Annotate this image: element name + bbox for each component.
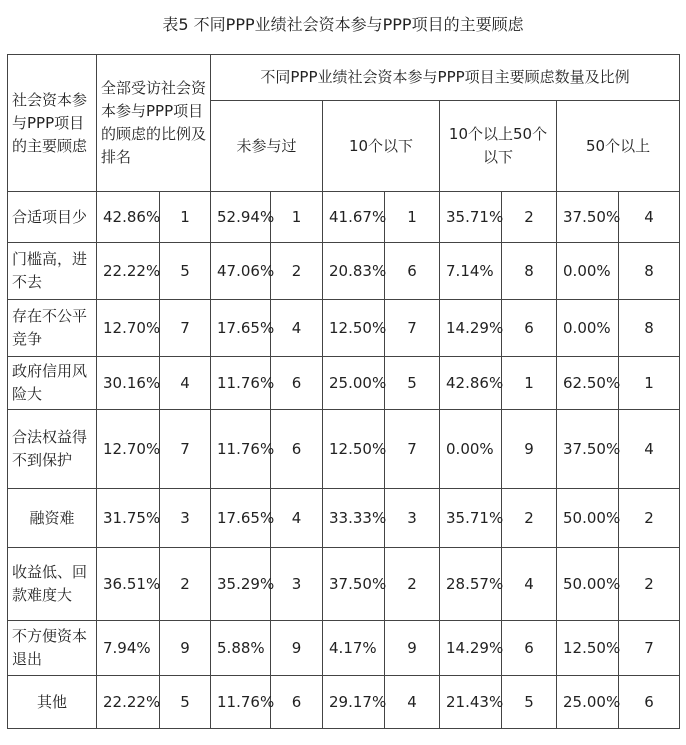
table-row: [8, 489, 680, 548]
percent-cell: 20.83%: [323, 243, 385, 300]
header-sub-none: 未参与过: [211, 101, 323, 192]
table-row: [8, 676, 680, 729]
rank-cell: 6: [385, 243, 440, 300]
percent-cell: 11.76%: [211, 676, 271, 729]
percent-cell: 0.00%: [440, 410, 502, 489]
header-sub-10to50: 10个以上50个以下: [440, 101, 557, 192]
rank-cell: 9: [385, 621, 440, 676]
rank-cell: 4: [619, 192, 680, 243]
rank-cell: 6: [271, 357, 323, 410]
rank-cell: 4: [385, 676, 440, 729]
percent-cell: 25.00%: [323, 357, 385, 410]
percent-cell: 62.50%: [557, 357, 619, 410]
percent-cell: 12.50%: [323, 410, 385, 489]
percent-cell: 31.75%: [97, 489, 160, 548]
percent-cell: 12.70%: [97, 300, 160, 357]
rank-cell: 4: [271, 489, 323, 548]
percent-cell: 5.88%: [211, 621, 271, 676]
header-sub-under10: 10个以下: [323, 101, 440, 192]
percent-cell: 7.14%: [440, 243, 502, 300]
rank-cell: 4: [160, 357, 211, 410]
rank-cell: 7: [619, 621, 680, 676]
percent-cell: 12.70%: [97, 410, 160, 489]
rank-cell: 2: [619, 548, 680, 621]
percent-cell: 11.76%: [211, 410, 271, 489]
rank-cell: 6: [502, 300, 557, 357]
row-label: 合适项目少: [8, 192, 97, 243]
rank-cell: 1: [160, 192, 211, 243]
rank-cell: 1: [271, 192, 323, 243]
rank-cell: 4: [271, 300, 323, 357]
header-concern: 社会资本参与PPP项目的主要顾虑: [8, 55, 97, 192]
rank-cell: 7: [385, 410, 440, 489]
rank-cell: 6: [619, 676, 680, 729]
percent-cell: 12.50%: [323, 300, 385, 357]
percent-cell: 11.76%: [211, 357, 271, 410]
percent-cell: 35.71%: [440, 489, 502, 548]
rank-cell: 1: [502, 357, 557, 410]
header-group: 不同PPP业绩社会资本参与PPP项目主要顾虑数量及比例: [211, 55, 680, 101]
row-label: 合法权益得不到保护: [8, 410, 97, 489]
rank-cell: 4: [619, 410, 680, 489]
percent-cell: 37.50%: [557, 410, 619, 489]
percent-cell: 50.00%: [557, 548, 619, 621]
rank-cell: 2: [502, 489, 557, 548]
rank-cell: 5: [385, 357, 440, 410]
percent-cell: 28.57%: [440, 548, 502, 621]
rank-cell: 7: [385, 300, 440, 357]
rank-cell: 9: [271, 621, 323, 676]
percent-cell: 29.17%: [323, 676, 385, 729]
rank-cell: 8: [502, 243, 557, 300]
row-label: 门槛高，进不去: [8, 243, 97, 300]
percent-cell: 42.86%: [440, 357, 502, 410]
rank-cell: 2: [619, 489, 680, 548]
rank-cell: 1: [385, 192, 440, 243]
header-overall: 全部受访社会资本参与PPP项目的顾虑的比例及排名: [97, 55, 211, 192]
percent-cell: 14.29%: [440, 300, 502, 357]
percent-cell: 33.33%: [323, 489, 385, 548]
table-row: [8, 357, 680, 410]
percent-cell: 4.17%: [323, 621, 385, 676]
table-row: [8, 621, 680, 676]
percent-cell: 0.00%: [557, 243, 619, 300]
percent-cell: 7.94%: [97, 621, 160, 676]
table-row: [8, 410, 680, 489]
rank-cell: 3: [385, 489, 440, 548]
table-row: [8, 300, 680, 357]
rank-cell: 3: [271, 548, 323, 621]
percent-cell: 12.50%: [557, 621, 619, 676]
percent-cell: 35.29%: [211, 548, 271, 621]
percent-cell: 30.16%: [97, 357, 160, 410]
rank-cell: 2: [160, 548, 211, 621]
percent-cell: 25.00%: [557, 676, 619, 729]
row-label: 不方便资本退出: [8, 621, 97, 676]
percent-cell: 52.94%: [211, 192, 271, 243]
percent-cell: 22.22%: [97, 243, 160, 300]
rank-cell: 3: [160, 489, 211, 548]
rank-cell: 9: [160, 621, 211, 676]
row-label: 融资难: [8, 489, 97, 548]
rank-cell: 6: [271, 676, 323, 729]
rank-cell: 5: [160, 243, 211, 300]
row-label: 收益低、回款难度大: [8, 548, 97, 621]
percent-cell: 35.71%: [440, 192, 502, 243]
table-row: [8, 192, 680, 243]
table-row: [8, 243, 680, 300]
percent-cell: 17.65%: [211, 300, 271, 357]
rank-cell: 2: [271, 243, 323, 300]
rank-cell: 2: [385, 548, 440, 621]
rank-cell: 7: [160, 410, 211, 489]
rank-cell: 6: [271, 410, 323, 489]
percent-cell: 0.00%: [557, 300, 619, 357]
row-label: 政府信用风险大: [8, 357, 97, 410]
percent-cell: 22.22%: [97, 676, 160, 729]
concerns-table: [7, 54, 680, 729]
percent-cell: 14.29%: [440, 621, 502, 676]
percent-cell: 21.43%: [440, 676, 502, 729]
percent-cell: 47.06%: [211, 243, 271, 300]
percent-cell: 36.51%: [97, 548, 160, 621]
row-label: 存在不公平竞争: [8, 300, 97, 357]
table-title: 表5 不同PPP业绩社会资本参与PPP项目的主要顾虑: [162, 15, 524, 34]
percent-cell: 17.65%: [211, 489, 271, 548]
rank-cell: 5: [502, 676, 557, 729]
rank-cell: 8: [619, 300, 680, 357]
percent-cell: 42.86%: [97, 192, 160, 243]
rank-cell: 4: [502, 548, 557, 621]
rank-cell: 7: [160, 300, 211, 357]
rank-cell: 1: [619, 357, 680, 410]
row-label: 其他: [8, 676, 97, 729]
rank-cell: 8: [619, 243, 680, 300]
rank-cell: 2: [502, 192, 557, 243]
rank-cell: 5: [160, 676, 211, 729]
header-sub-over50: 50个以上: [557, 101, 680, 192]
rank-cell: 6: [502, 621, 557, 676]
table-row: [8, 548, 680, 621]
percent-cell: 50.00%: [557, 489, 619, 548]
percent-cell: 41.67%: [323, 192, 385, 243]
percent-cell: 37.50%: [557, 192, 619, 243]
percent-cell: 37.50%: [323, 548, 385, 621]
rank-cell: 9: [502, 410, 557, 489]
